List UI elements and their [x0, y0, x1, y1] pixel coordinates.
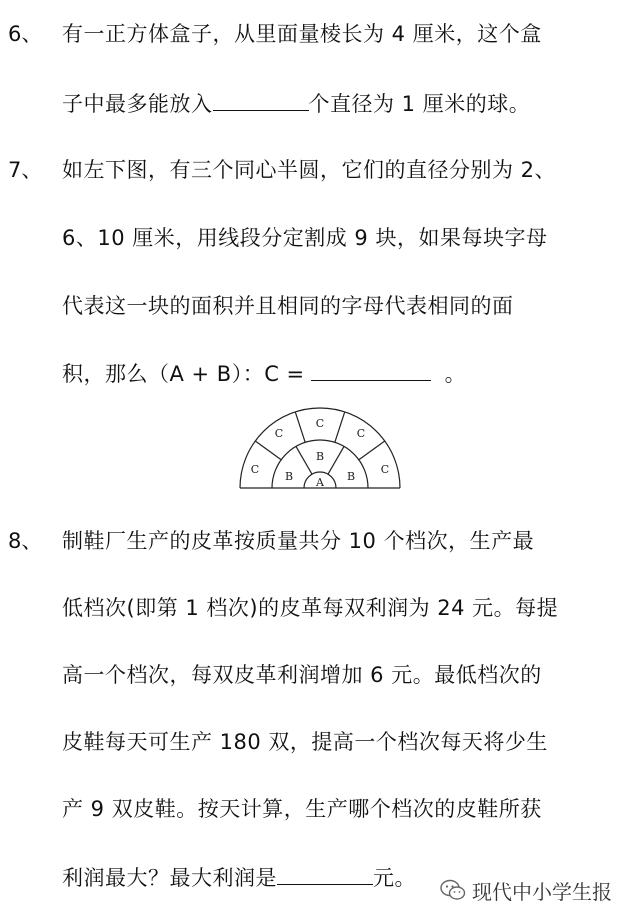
- question-8-line-6-end: 元。: [373, 866, 416, 890]
- question-8-line-3: 高一个档次，每双皮革利润增加 6 元。最低档次的: [62, 663, 542, 687]
- outer-divider-1: [359, 441, 385, 460]
- outer-divider-3: [295, 412, 305, 442]
- region-label-c-3: C: [315, 417, 325, 430]
- question-8-line-1: 制鞋厂生产的皮革按质量共分 10 个档次，生产最: [62, 529, 535, 553]
- question-7-line-4-end: 。: [444, 362, 467, 386]
- question-8-line-5: 产 9 双皮鞋。按天计算，生产哪个档次的皮鞋所获: [62, 797, 542, 821]
- region-label-a: A: [316, 476, 324, 489]
- concentric-semicircles-figure: [230, 400, 410, 496]
- region-label-c-4: C: [356, 427, 366, 440]
- question-7-line-4-start: 积，那么（A + B）：C =: [62, 362, 305, 386]
- question-8-line-6: [62, 862, 416, 892]
- question-6-line-2-start: 子中最多能放入: [62, 92, 213, 116]
- region-label-c-1: C: [250, 463, 260, 476]
- question-8-number: 8、: [8, 529, 43, 553]
- question-6-number: 6、: [8, 22, 43, 46]
- question-6-answer-blank: [213, 88, 309, 111]
- middle-divider-1: [296, 446, 312, 474]
- region-label-b-top: B: [315, 450, 325, 463]
- region-label-c-5: C: [380, 463, 390, 476]
- question-7-line-4: [62, 358, 466, 388]
- question-7-line-1: 如左下图，有三个同心半圆，它们的直径分别为 2、: [62, 158, 557, 182]
- question-8-line-6-start: 利润最大？最大利润是: [62, 866, 277, 890]
- wechat-icon: [440, 879, 466, 901]
- watermark: [440, 874, 636, 906]
- region-label-c-2: C: [274, 427, 284, 440]
- question-7-line-2: 6、10 厘米，用线段分定割成 9 块，如果每块字母: [62, 226, 548, 250]
- question-8-line-2: 低档次(即第 1 档次)的皮革每双利润为 24 元。每提: [62, 596, 559, 620]
- question-6-line-2: [62, 88, 530, 118]
- question-7-answer-blank: [311, 358, 431, 381]
- question-7-line-3: 代表这一块的面积并且相同的字母代表相同的面: [62, 294, 514, 318]
- middle-divider-2: [328, 446, 344, 474]
- watermark-text: 现代中小学生报: [472, 879, 612, 904]
- question-8-answer-blank: [277, 862, 373, 885]
- region-label-b-right: B: [346, 470, 356, 483]
- region-label-b-left: B: [284, 470, 294, 483]
- outer-divider-2: [335, 412, 345, 442]
- question-6-line-1: 有一正方体盒子，从里面量棱长为 4 厘米，这个盒: [62, 22, 542, 46]
- outer-divider-4: [255, 441, 281, 460]
- question-6-line-2-end: 个直径为 1 厘米的球。: [308, 92, 531, 116]
- question-7-number: 7、: [8, 158, 43, 182]
- question-8-line-4: 皮鞋每天可生产 180 双，提高一个档次每天将少生: [62, 730, 548, 754]
